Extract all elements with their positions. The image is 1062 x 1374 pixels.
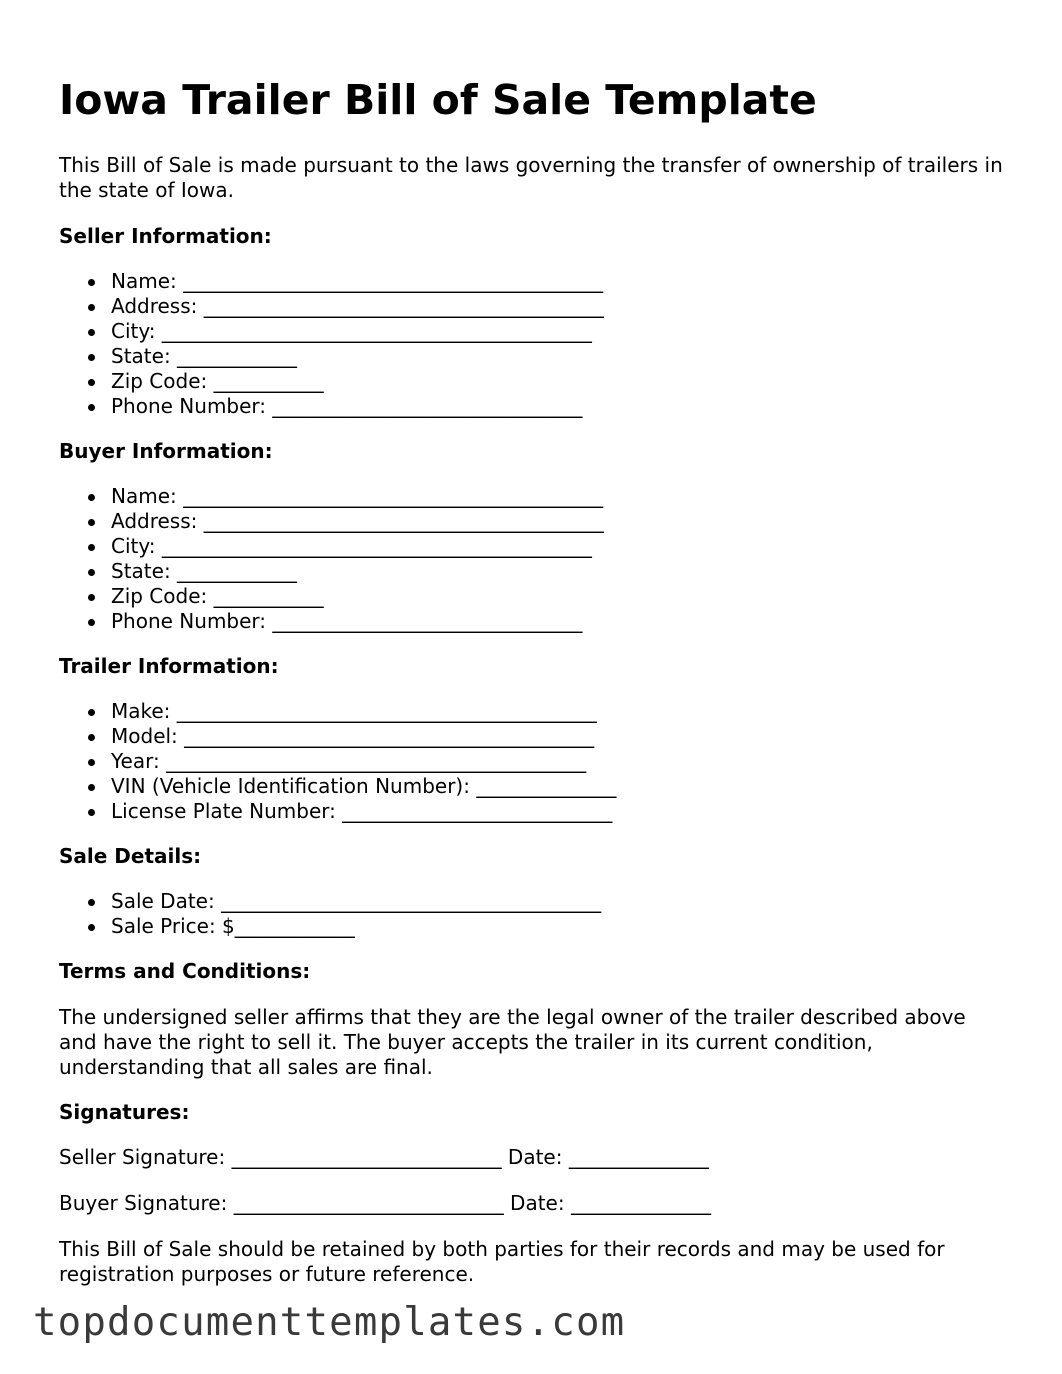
buyer-state-field: State: ____________ [59,559,604,584]
signatures-heading: Signatures: [59,1100,190,1124]
site-watermark: topdocumenttemplates.com [33,1300,626,1345]
sale-fields-list [59,889,601,939]
trailer-year-field: Year: __________________________________________ [59,749,616,774]
buyer-phone-field: Phone Number: _______________________________ [59,609,604,634]
intro-paragraph: This Bill of Sale is made pursuant to the laws governing the transfer of ownership of trailers in the state of Iowa. [59,153,1003,202]
trailer-heading: Trailer Information: [59,654,279,678]
seller-city-field: City: ___________________________________________ [59,319,604,344]
trailer-vin-field: VIN (Vehicle Identification Number): ______________ [59,774,616,799]
buyer-heading: Buyer Information: [59,439,273,463]
seller-heading: Seller Information: [59,224,272,248]
buyer-address-field: Address: ________________________________________ [59,509,604,534]
seller-signature-line: Seller Signature: ___________________________ Date: ______________ [59,1145,709,1169]
sale-heading: Sale Details: [59,844,202,868]
seller-fields-list [59,269,604,419]
seller-address-field: Address: ________________________________________ [59,294,604,319]
buyer-signature-line: Buyer Signature: ___________________________ Date: ______________ [59,1191,711,1215]
terms-heading: Terms and Conditions: [59,959,311,983]
sale-price-field: Sale Price: $____________ [59,914,601,939]
trailer-make-field: Make: __________________________________________ [59,699,616,724]
buyer-fields-list [59,484,604,634]
sale-date-field: Sale Date: ______________________________________ [59,889,601,914]
buyer-city-field: City: ___________________________________________ [59,534,604,559]
trailer-model-field: Model: _________________________________________ [59,724,616,749]
closing-paragraph: This Bill of Sale should be retained by both parties for their records and may be used for registration purposes or future reference. [59,1237,945,1286]
terms-paragraph: The undersigned seller affirms that they are the legal owner of the trailer described above and have the right to sell it. The buyer accepts the trailer in its current condition, understanding that all sales are final. [59,1005,966,1079]
seller-name-field: Name: __________________________________________ [59,269,604,294]
seller-phone-field: Phone Number: _______________________________ [59,394,604,419]
document-title: Iowa Trailer Bill of Sale Template [59,76,817,124]
seller-zip-field: Zip Code: ___________ [59,369,604,394]
trailer-fields-list [59,699,616,824]
seller-state-field: State: ____________ [59,344,604,369]
trailer-license-plate-field: License Plate Number: ___________________________ [59,799,616,824]
buyer-zip-field: Zip Code: ___________ [59,584,604,609]
buyer-name-field: Name: __________________________________________ [59,484,604,509]
